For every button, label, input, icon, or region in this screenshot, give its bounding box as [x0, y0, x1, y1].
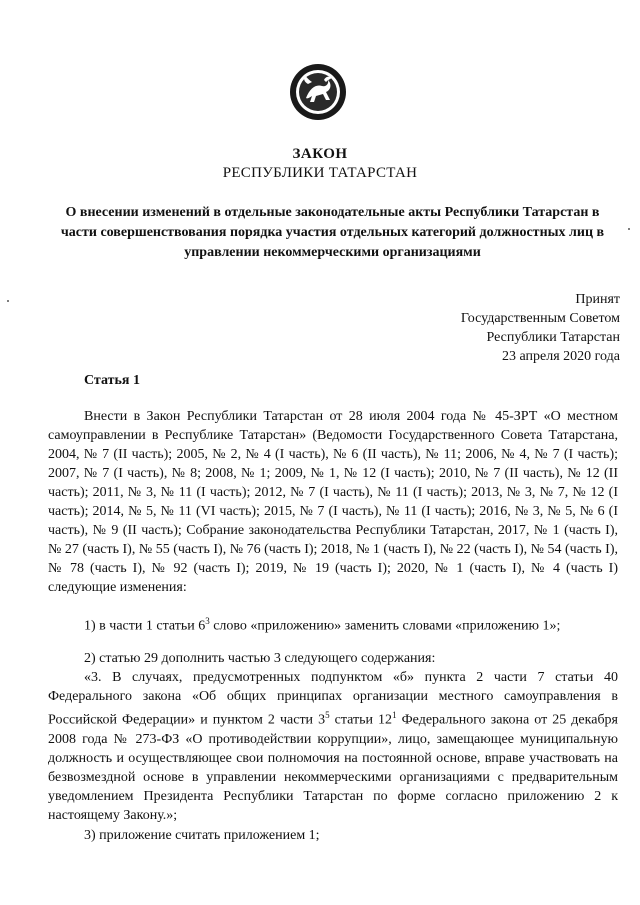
amendment-quote — [48, 668, 618, 825]
article-paragraph-1: Внести в Закон Республики Татарстан от 28 июля 2004 года № 45-ЗРТ «О местном самоуправлении в Республике Татарстан» (Ведомости Государственного Совета Татарстана, 2004, № 7 (II часть); 2005, № 2, № 4 (I часть), № 6 (II часть), № 11; 2006, № 4, № 7 (I часть); 2007, № 7 (I часть), № 8; 2008, № 1; 2009, № 1, № 12 (I часть); 2010, № 7 (II часть), № 12 (II часть); 2011, № 3, № 11 (I часть); 2012, № 7 (I часть), № 11 (I часть); 2013, № 3, № 7, № 12 (I часть); 2014, № 5, № 11 (VI часть); 2015, № 7 (I часть), № 11 (I часть); 2016, № 3, № 5, № 6 (I часть), № 9 (II часть); Собрание законодательства Республики Татарстан, 2017, № 1 (часть I), № 27 (часть I), № 55 (часть I), № 76 (часть I); 2018, № 1 (часть I), № 22 (часть I), № 54 (часть I), № 78 (часть I), № 92 (часть I); 2019, № 19 (часть I); 2020, № 1 (часть I), № 4 (часть I) следующие изменения: — [48, 409, 618, 595]
amendment-item-2: 2) статью 29 дополнить частью 3 следующего содержания: — [84, 651, 436, 666]
quote-text-b: статьи 12 — [329, 712, 393, 728]
amendment-item-1 — [48, 612, 618, 636]
adoption-date: 23 апреля 2020 года — [502, 349, 620, 364]
issuer-title: РЕСПУБЛИКИ ТАТАРСТАН — [222, 165, 418, 181]
amendment-item-3: 3) приложение считать приложением 1; — [84, 828, 320, 843]
adoption-block — [360, 290, 620, 366]
article-heading: Статья 1 — [84, 373, 140, 388]
item1-text-a: 1) в части 1 статьи 6 — [84, 618, 206, 634]
quote-superscript-1: 5 — [325, 710, 330, 720]
item1-text-b: слово «приложению» заменить словами «приложению 1»; — [209, 618, 561, 634]
tatarstan-emblem-icon — [288, 62, 348, 122]
quote-text-c: Федерального закона от 25 декабря 2008 года № 273-ФЗ «О противодействии коррупции», лицо, замещающее муниципальную должность и осуществляющее свои полномочия на постоянной основе, вправе участвовать на безвозмездной основе в управлении некоммерческими организациями с предварительным уведомлением Президента Республики Татарстан по форме согласно приложению 2 к настоящему Закону.»; — [48, 712, 619, 823]
adoption-line-2: Государственным Советом — [460, 311, 620, 326]
law-subject-heading: О внесении изменений в отдельные законодательные акты Республики Татарстан в части совершенствования порядка участия отдельных категорий должностных лиц в управлении некоммерческими организациями — [60, 205, 605, 260]
adoption-line-1: Принят — [575, 292, 620, 307]
scan-speck — [628, 228, 630, 230]
quote-text-a: «3. В случаях, предусмотренных подпунктом «б» пункта 2 части 7 статьи 40 Федерального закона «Об общих принципах организации местного самоуправления в Российской Федерации» и пунктом 2 части 3 — [48, 670, 618, 728]
document-type-title: ЗАКОН — [292, 146, 348, 162]
adoption-line-3: Республики Татарстан — [486, 330, 620, 345]
scan-speck — [7, 300, 9, 302]
quote-superscript-2: 1 — [392, 710, 397, 720]
item1-superscript: 3 — [205, 616, 210, 626]
